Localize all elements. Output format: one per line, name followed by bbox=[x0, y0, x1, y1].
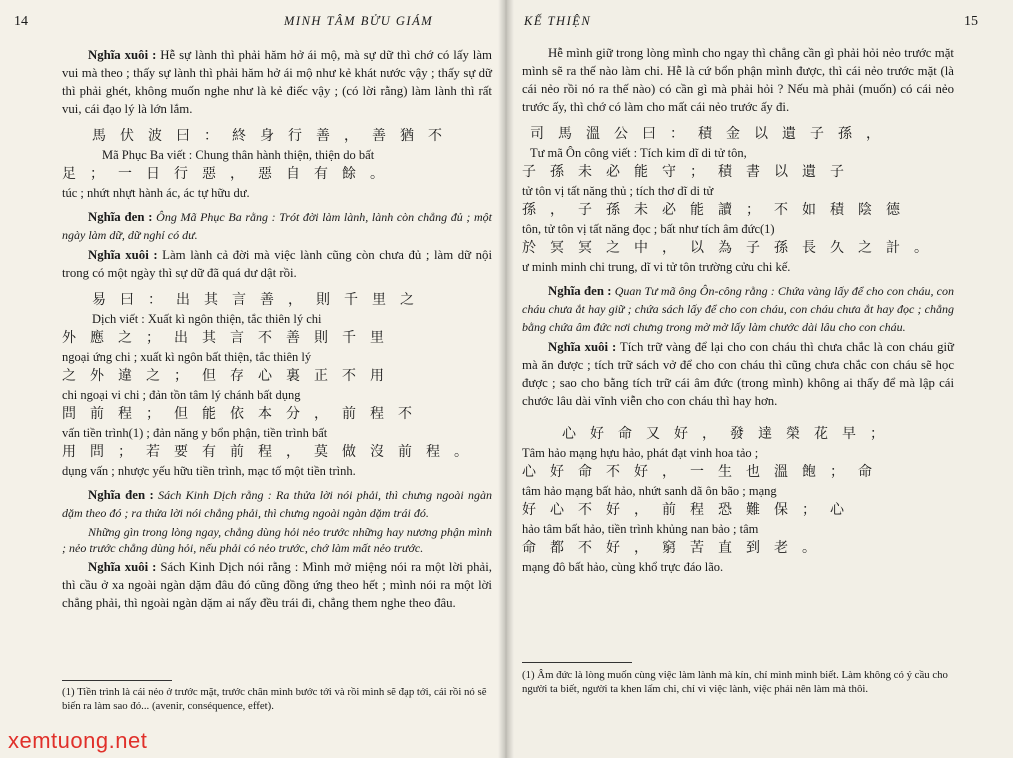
running-head-left: MINH TÂM BỬU GIÁM bbox=[284, 14, 434, 28]
running-head-right: KẾ THIỆN bbox=[524, 14, 592, 28]
footnote-right: (1) Âm đức là lòng muốn cùng việc làm lành mà kín, chỉ mình mình biết. Làm không có ý cầu cho người ta biết, người ta khen lấm chi, chỉ vì việc lành, việc phải nên làm mà thôi. bbox=[522, 669, 948, 695]
page-number-right: 15 bbox=[964, 14, 978, 29]
romanization-line: Tư mã Ôn công viết : Tích kim dĩ di tử tôn, bbox=[530, 146, 747, 160]
romanization-line: tử tôn vị tất năng thủ ; tích thơ dĩ di tử bbox=[522, 184, 714, 198]
chinese-line: 司馬溫公曰：積金以遺子孫， bbox=[530, 126, 894, 142]
paragraph-nghia-den-2b: Những gìn trong lòng ngay, chẳng dùng hỏi nẻo trước những hay nương phận mình ; nẻo trước chẳng dùng hỏi, nếu phải có nẻo trước, chớ làm mất nẻo trước. bbox=[62, 525, 492, 555]
paragraph-nghia-den-2: Nghĩa đen : Sách Kinh Dịch rằng : Ra thửa lời nói phải, thì chưng ngoài ngàn dặm theo đó ; ra thửa lời nói chẳng phải, thì chưng ngoài ngàn dặm trái đó. bbox=[62, 488, 492, 520]
left-page bbox=[0, 0, 506, 758]
page-number-left: 14 bbox=[14, 14, 28, 29]
chinese-line: 馬伏波曰：終身行善，善猶不 bbox=[92, 128, 456, 144]
romanization-line: vấn tiền trình(1) ; đản năng y bổn phận, tiền trình bất bbox=[62, 426, 328, 440]
quote-kinh-dich bbox=[62, 290, 492, 480]
romanization-line: tôn, tử tôn vị tất năng đọc ; bất như tích âm đức(1) bbox=[522, 222, 775, 236]
right-page bbox=[506, 0, 1013, 758]
romanization-line: Mã Phục Ba viết : Chung thân hành thiện, thiện do bất bbox=[102, 148, 375, 162]
paragraph-nghia-xuoi: Nghĩa xuôi : Tích trữ vàng để lại cho con cháu thì chưa chắc là con cháu giữ mà ăn được ; tích trữ sách vở để cho con cháu thì cũng chưa chắc con cháu sẽ học được ; sao cho bằng tích trữ cái âm đức (trong mình) không ai thấy để mà lập cái chước lâu dài vĩnh viễn cho con cháu thì hay hơn. bbox=[522, 340, 954, 408]
romanization-line: Dịch viết : Xuất kì ngôn thiện, tắc thiên lý chi bbox=[92, 312, 322, 326]
chinese-line: 足；一日行惡，惡自有餘。 bbox=[62, 166, 398, 182]
romanization-line: ngoại ứng chi ; xuất kì ngôn bất thiện, tắc thiên lý bbox=[62, 350, 312, 364]
chinese-line: 問前程；但能依本分，前程不 bbox=[62, 406, 426, 422]
romanization-line: mạng đô bất hảo, cùng khổ trực đáo lão. bbox=[522, 560, 724, 574]
chinese-line: 於冥冥之中，以為子孫長久之計。 bbox=[522, 240, 942, 256]
romanization-line: Tâm hảo mạng hựu hảo, phát đạt vinh hoa tảo ; bbox=[522, 446, 759, 460]
paragraph-intro: Hễ mình giữ trong lòng mình cho ngay thì chẳng cần gì phải hỏi nẻo trước mặt mình sẽ ra thế nào làm chi. Hễ là cứ bổn phận mình được, thì cái nẻo trước mặt (là cái nẻo rồi nó ra thế nào) có cần gì mà phải hỏi ? Nếu mà phải (muốn) có cái nẻo trước ấy, thì chớ có làm cho mất cái nẻo trước ấy đi. bbox=[522, 46, 954, 114]
chinese-line: 好心不好，前程恐難保；心 bbox=[522, 502, 858, 518]
footnote-left: (1) Tiền trình là cái nẻo ở trước mặt, trước chân mình bước tới và rồi mình sẽ đạp tới, cái rồi nó sẽ biến ra làm sao đó... (avenir, conséquence, effet). bbox=[62, 686, 487, 712]
book-gutter bbox=[498, 0, 514, 758]
chinese-line: 子孫未必能守；積書以遺子 bbox=[522, 164, 858, 180]
romanization-line: tâm hảo mạng bất hảo, nhứt sanh dã ôn bão ; mạng bbox=[522, 484, 777, 498]
chinese-line: 心好命又好，發達榮花早； bbox=[562, 426, 898, 442]
left-page-body bbox=[62, 46, 492, 616]
paragraph-nghia-den-1: Nghĩa đen : Ông Mã Phục Ba rằng : Trót đời làm lành, lành còn chẳng đủ ; một ngày làm dữ, dữ nghỉ có dư. bbox=[62, 210, 492, 242]
chinese-line: 之外違之；但存心裏正不用 bbox=[62, 368, 398, 384]
romanization-line: dụng vấn ; nhược yếu hữu tiền trình, mạc tố một tiền trình. bbox=[62, 464, 356, 478]
chinese-line: 用問；若要有前程，莫做沒前程。 bbox=[62, 444, 482, 460]
chinese-line: 心好命不好，一生也溫飽；命 bbox=[522, 464, 886, 480]
romanization-line: ư minh minh chi trung, dĩ vi tử tôn trường cửu chi kế. bbox=[522, 260, 791, 274]
paragraph-nghia-xuoi-2: Nghĩa xuôi : Làm lành cả đời mà việc lành cũng còn chưa đủ ; làm dữ nội trong có một ngày thì sự dữ đã quá dư dật rồi. bbox=[62, 248, 492, 280]
chinese-line: 外應之；出其言不善則千里 bbox=[62, 330, 398, 346]
romanization-line: túc ; nhứt nhựt hành ác, ác tự hữu dư. bbox=[62, 186, 250, 200]
romanization-line: hảo tâm bất hảo, tiền trình khủng nan bảo ; tâm bbox=[522, 522, 759, 536]
paragraph-nghia-xuoi-1: Nghĩa xuôi : Hễ sự lành thì phải hăm hở ái mộ, mà sự dữ thì chớ có lấy làm vui mà theo ; thấy sự lành thì phải hăm hở ái mộ như kẻ khát nước vậy ; thấy sự dữ thì phải ghét, không muốn nghe như là kẻ điếc vậy ; (có lời rằng) làm lành thì rất vui, cái đạo lý là lớn lắm. bbox=[62, 48, 493, 116]
quote-tam-hao bbox=[522, 424, 954, 576]
chinese-line: 易曰：出其言善，則千里之 bbox=[92, 292, 428, 308]
romanization-line: chi ngoại vi chi ; đản tồn tâm lý chánh bất dụng bbox=[62, 388, 301, 402]
paragraph-nghia-den: Nghĩa đen : Quan Tư mã ông Ôn-công rằng : Chứa vàng lấy để cho con cháu, con cháu chưa ắt hay giữ ; chứa sách lấy để cho con cháu, con cháu chưa ắt hay đọc ; chẳng bằng chứa âm đức nơi chưng trong mờ mờ lấy làm chước dài lâu cho con cháu. bbox=[522, 284, 954, 334]
chinese-line: 孫，子孫未必能讀；不如積陰德 bbox=[522, 202, 914, 218]
chinese-line: 命都不好，窮苦直到老。 bbox=[522, 540, 830, 556]
site-watermark: xemtuong.net bbox=[8, 728, 148, 753]
right-page-body bbox=[522, 44, 954, 582]
paragraph-nghia-xuoi-3: Nghĩa xuôi : Sách Kinh Dịch nói rằng : Mình mở miệng nói ra một lời phải, thì cầu ở xa ngoài ngàn dặm đâu đó cũng đồng ứng theo hết ; mình nói ra một lời chẳng phải, thì ngoài ngàn dặm ai nấy đều trái đi, chẳng them nghe theo đâu. bbox=[62, 560, 492, 610]
quote-tu-ma-on-cong bbox=[522, 124, 954, 276]
quote-ma-phuc-ba bbox=[62, 126, 492, 202]
footnote-rule-left bbox=[62, 680, 172, 681]
footnote-rule-right bbox=[522, 662, 632, 663]
